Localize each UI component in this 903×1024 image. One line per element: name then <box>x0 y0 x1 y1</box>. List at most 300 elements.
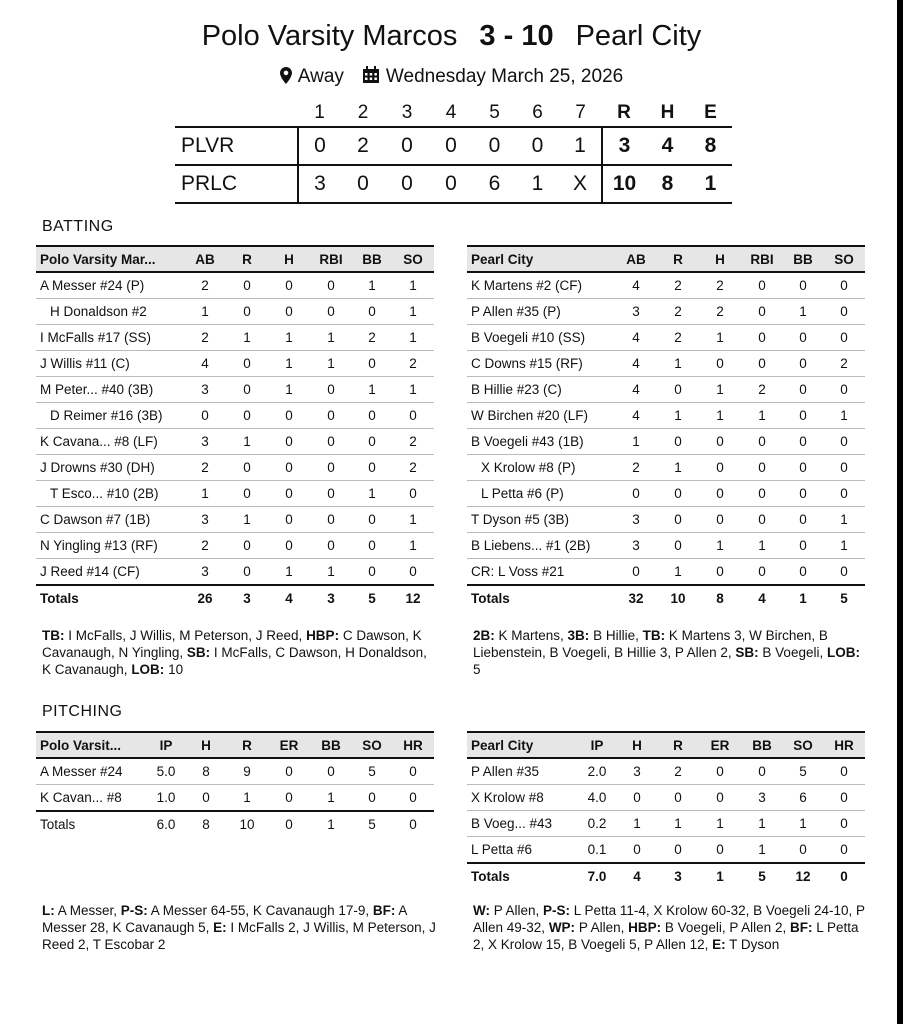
runs-total: 3 <box>602 127 646 165</box>
stat-value: 0 <box>741 507 783 533</box>
note-text: T Dyson <box>725 937 780 952</box>
total-value: 5 <box>741 863 783 889</box>
totals-row <box>467 863 865 889</box>
stat-value: 1 <box>741 403 783 429</box>
total-value: 4 <box>741 585 783 611</box>
stat-value: 1 <box>699 811 741 837</box>
stat-value: 1 <box>268 377 310 403</box>
stat-value: 0 <box>352 351 392 377</box>
note-label: LOB: <box>131 662 165 677</box>
stat-value: 6 <box>783 785 823 811</box>
stat-value: 0 <box>226 533 268 559</box>
note-label: BF: <box>372 903 396 918</box>
batter-row <box>467 507 865 533</box>
player-name: P Allen #35 <box>467 758 577 785</box>
inning-header: 4 <box>445 102 457 123</box>
stat-value: 2 <box>184 533 226 559</box>
player-name: B Hillie #23 (C) <box>467 377 615 403</box>
note-label: E: <box>213 920 227 935</box>
stat-value: 0 <box>226 481 268 507</box>
pitcher-row <box>467 811 865 837</box>
note-text: K Martens 3, W Birchen, B Liebenstein, B Voegeli, B Hillie 3, P Allen 2, <box>473 628 832 660</box>
pitcher-row <box>36 758 434 785</box>
player-name: K Martens #2 (CF) <box>467 272 615 299</box>
batter-row <box>467 533 865 559</box>
stat-column-header: R <box>226 246 268 272</box>
stat-column-header: R <box>657 246 699 272</box>
player-name: A Messer #24 <box>36 758 146 785</box>
player-name: L Petta #6 (P) <box>467 481 615 507</box>
stat-column-header: ER <box>268 732 310 758</box>
stat-value: 1 <box>352 481 392 507</box>
stat-value: 0 <box>783 403 823 429</box>
team-column-header: Pearl City <box>467 732 577 758</box>
stat-value: 0 <box>699 559 741 586</box>
batter-row <box>467 299 865 325</box>
total-value: 5 <box>352 585 392 611</box>
player-name: I McFalls #17 (SS) <box>36 325 184 351</box>
total-value: 1 <box>310 811 352 837</box>
total-value: 0 <box>823 863 865 889</box>
linescore-header <box>175 100 732 127</box>
stat-value: 0 <box>741 325 783 351</box>
stat-value: 1 <box>657 455 699 481</box>
batter-row <box>36 403 434 429</box>
stat-value: 3 <box>184 429 226 455</box>
inning-score: 1 <box>531 172 544 195</box>
stat-value: 0.2 <box>577 811 617 837</box>
player-name: M Peter... #40 (3B) <box>36 377 184 403</box>
stat-value: 1 <box>699 403 741 429</box>
pitcher-row <box>467 758 865 785</box>
stat-value: 1 <box>657 559 699 586</box>
stat-value: 0.1 <box>577 837 617 864</box>
total-value: 4 <box>268 585 310 611</box>
stat-value: 2 <box>699 272 741 299</box>
note-label: P-S: <box>543 903 571 918</box>
inning-header: 3 <box>401 102 413 123</box>
totals-row <box>36 811 434 837</box>
stat-value: 0 <box>823 455 865 481</box>
player-name: L Petta #6 <box>467 837 577 864</box>
stat-value: 1 <box>657 811 699 837</box>
player-name: B Voeg... #43 <box>467 811 577 837</box>
stat-value: 1 <box>268 325 310 351</box>
player-name: T Dyson #5 (3B) <box>467 507 615 533</box>
player-name: B Voegeli #43 (1B) <box>467 429 615 455</box>
stat-column-header: H <box>699 246 741 272</box>
home-batting-table <box>467 245 865 611</box>
stat-value: 2 <box>657 299 699 325</box>
stat-value: 0 <box>226 559 268 586</box>
total-value: 10 <box>657 585 699 611</box>
batter-row <box>36 377 434 403</box>
away-batting-notes <box>42 627 434 678</box>
stat-value: 0 <box>657 837 699 864</box>
note-text: A Messer, <box>54 903 121 918</box>
stat-value: 2 <box>657 758 699 785</box>
stat-value: 1 <box>392 325 434 351</box>
stat-value: 2 <box>392 351 434 377</box>
stat-value: 4 <box>615 351 657 377</box>
stat-value: 3 <box>615 299 657 325</box>
total-value: 5 <box>823 585 865 611</box>
stat-value: 1 <box>657 403 699 429</box>
batter-row <box>36 533 434 559</box>
player-name: A Messer #24 (P) <box>36 272 184 299</box>
total-value: 26 <box>184 585 226 611</box>
stat-value: 0 <box>823 272 865 299</box>
batter-row <box>36 429 434 455</box>
stat-column-header: SO <box>783 732 823 758</box>
stat-value: 0 <box>823 377 865 403</box>
total-value: 4 <box>617 863 657 889</box>
stat-value: 3 <box>741 785 783 811</box>
stat-value: 0 <box>657 507 699 533</box>
note-label: 3B: <box>567 628 590 643</box>
stat-value: 0 <box>823 837 865 864</box>
pitcher-row <box>36 785 434 812</box>
stat-value: 0 <box>823 811 865 837</box>
player-name: P Allen #35 (P) <box>467 299 615 325</box>
inning-score: 0 <box>401 172 413 195</box>
stat-value: 0 <box>268 481 310 507</box>
stat-column-header: BB <box>783 246 823 272</box>
total-value: 8 <box>699 585 741 611</box>
stat-value: 0 <box>268 403 310 429</box>
stat-value: 0 <box>699 758 741 785</box>
stat-value: 4 <box>615 377 657 403</box>
stat-value: 1 <box>741 837 783 864</box>
calendar-icon <box>362 66 380 90</box>
stat-value: 0 <box>783 559 823 586</box>
final-score: 3 - 10 <box>479 20 554 52</box>
batting-header-row <box>467 246 865 272</box>
stat-value: 0 <box>783 837 823 864</box>
stat-value: 1 <box>268 559 310 586</box>
player-name: C Downs #15 (RF) <box>467 351 615 377</box>
stat-value: 1 <box>268 351 310 377</box>
stat-value: 1 <box>392 272 434 299</box>
batter-row <box>467 403 865 429</box>
stat-value: 0 <box>617 785 657 811</box>
total-value: 32 <box>615 585 657 611</box>
note-text: L Petta 11-4, X Krolow 60-32, B Voegeli 24-10, P Allen 49-32, <box>473 903 868 935</box>
stat-value: 0 <box>783 325 823 351</box>
stat-value: 0 <box>392 758 434 785</box>
player-name: N Yingling #13 (RF) <box>36 533 184 559</box>
stat-value: 0 <box>823 559 865 586</box>
batter-row <box>467 481 865 507</box>
stat-value: 2 <box>184 455 226 481</box>
note-label: SB: <box>735 645 759 660</box>
batter-row <box>36 351 434 377</box>
stat-value: 0 <box>226 272 268 299</box>
stat-value: 0 <box>310 533 352 559</box>
stat-value: 0 <box>310 403 352 429</box>
note-text: 5 <box>473 645 864 677</box>
pitching-header-row <box>36 732 434 758</box>
stat-value: 1 <box>392 299 434 325</box>
note-text: K Martens, <box>494 628 568 643</box>
inning-score: 0 <box>401 134 413 157</box>
home-pitching-notes <box>473 902 871 953</box>
stat-value: 1 <box>392 507 434 533</box>
stat-value: 0 <box>823 758 865 785</box>
total-value: 1 <box>783 585 823 611</box>
note-label: TB: <box>642 628 666 643</box>
player-name: B Voegeli #10 (SS) <box>467 325 615 351</box>
stat-value: 0 <box>699 785 741 811</box>
stat-value: 5 <box>352 758 392 785</box>
stat-value: 2 <box>699 299 741 325</box>
note-label: WP: <box>548 920 576 935</box>
game-date: Wednesday March 25, 2026 <box>385 66 624 87</box>
stat-value: 0 <box>823 785 865 811</box>
stat-value: 3 <box>184 559 226 586</box>
stat-value: 5 <box>783 758 823 785</box>
note-label: W: <box>473 903 490 918</box>
stat-value: 1 <box>352 272 392 299</box>
stat-value: 1 <box>184 299 226 325</box>
total-value: 1 <box>699 863 741 889</box>
stat-value: 0 <box>392 403 434 429</box>
stat-value: 0 <box>783 481 823 507</box>
totals-label: Totals <box>467 863 577 889</box>
total-value: 7.0 <box>577 863 617 889</box>
stat-value: 4.0 <box>577 785 617 811</box>
stat-value: 1 <box>823 403 865 429</box>
player-name: CR: L Voss #21 <box>467 559 615 586</box>
stat-value: 2.0 <box>577 758 617 785</box>
player-name: B Liebens... #1 (2B) <box>467 533 615 559</box>
stat-value: 4 <box>615 325 657 351</box>
stat-value: 0 <box>392 785 434 812</box>
note-label: TB: <box>42 628 65 643</box>
stat-value: 1 <box>699 533 741 559</box>
stat-value: 0 <box>310 272 352 299</box>
stat-value: 2 <box>657 325 699 351</box>
stat-value: 0 <box>310 429 352 455</box>
inning-score: X <box>572 172 587 195</box>
player-name: T Esco... #10 (2B) <box>36 481 184 507</box>
batter-row <box>467 429 865 455</box>
stat-column-header: HR <box>823 732 865 758</box>
stat-value: 1 <box>226 325 268 351</box>
inning-header: 7 <box>575 102 586 123</box>
team-abbr: PRLC <box>181 172 238 195</box>
stat-value: 1 <box>617 811 657 837</box>
away-batting-table <box>36 245 434 611</box>
pitcher-row <box>467 837 865 864</box>
stat-value: 1 <box>352 377 392 403</box>
stat-value: 1 <box>226 429 268 455</box>
away-team-name: Polo Varsity Marcos <box>201 20 458 52</box>
stat-column-header: BB <box>352 246 392 272</box>
stat-value: 2 <box>615 455 657 481</box>
batter-row <box>36 299 434 325</box>
stat-column-header: ER <box>699 732 741 758</box>
stat-value: 1 <box>657 351 699 377</box>
stat-value: 2 <box>392 429 434 455</box>
stat-value: 1 <box>184 481 226 507</box>
player-name: X Krolow #8 <box>467 785 577 811</box>
note-label: E: <box>712 937 726 952</box>
stat-value: 0 <box>615 481 657 507</box>
note-text: A Messer 28, K Cavanaugh 5, <box>42 903 411 935</box>
stat-value: 0 <box>352 429 392 455</box>
linescore-row-home <box>175 165 732 203</box>
stat-value: 0 <box>268 272 310 299</box>
stat-value: 0 <box>699 429 741 455</box>
stat-value: 3 <box>184 507 226 533</box>
stat-value: 0 <box>699 481 741 507</box>
game-location: Away <box>297 66 344 87</box>
away-pitching-notes <box>42 902 438 953</box>
team-column-header: Pearl City <box>467 246 615 272</box>
batter-row <box>36 272 434 299</box>
stat-value: 0 <box>268 429 310 455</box>
stat-value: 2 <box>823 351 865 377</box>
stat-value: 0 <box>657 429 699 455</box>
stat-column-header: SO <box>352 732 392 758</box>
stat-value: 0 <box>783 272 823 299</box>
stat-value: 0 <box>783 377 823 403</box>
inning-score: 0 <box>298 127 341 165</box>
note-label: P-S: <box>120 903 148 918</box>
stat-value: 0 <box>741 299 783 325</box>
stat-value: 1 <box>783 811 823 837</box>
stat-value: 0 <box>310 507 352 533</box>
stat-value: 0 <box>310 377 352 403</box>
stat-value: 0 <box>783 351 823 377</box>
stat-value: 0 <box>741 272 783 299</box>
errors-total: 1 <box>704 172 717 195</box>
batter-row <box>36 325 434 351</box>
stat-value: 0 <box>741 429 783 455</box>
stat-value: 0 <box>392 559 434 586</box>
player-name: H Donaldson #2 <box>36 299 184 325</box>
stat-value: 2 <box>741 377 783 403</box>
stat-value: 1 <box>310 559 352 586</box>
stat-value: 0 <box>352 533 392 559</box>
stat-value: 0 <box>741 481 783 507</box>
note-text: I McFalls, C Dawson, H Donaldson, K Cavanaugh, <box>42 645 431 677</box>
totals-row <box>36 585 434 611</box>
note-text: B Voegeli, P Allen 2, <box>661 920 790 935</box>
stat-column-header: H <box>186 732 226 758</box>
stat-value: 3 <box>615 533 657 559</box>
note-label: LOB: <box>826 645 860 660</box>
errors-header: E <box>704 102 717 123</box>
player-name: J Reed #14 (CF) <box>36 559 184 586</box>
batter-row <box>467 351 865 377</box>
inning-header: 5 <box>489 102 500 123</box>
stat-value: 1 <box>699 325 741 351</box>
stat-value: 0 <box>657 377 699 403</box>
stat-column-header: RBI <box>741 246 783 272</box>
note-text: I McFalls, J Willis, M Peterson, J Reed, <box>64 628 307 643</box>
hits-total: 4 <box>661 134 674 157</box>
stat-value: 0 <box>657 785 699 811</box>
stat-value: 0 <box>699 837 741 864</box>
pitcher-row <box>467 785 865 811</box>
inning-header: 1 <box>314 102 325 123</box>
home-pitching-table <box>467 731 865 889</box>
home-batting-notes <box>473 627 871 678</box>
note-label: 2B: <box>473 628 495 643</box>
stat-value: 0 <box>741 758 783 785</box>
batter-row <box>36 481 434 507</box>
runs-total: 10 <box>602 165 646 203</box>
stat-value: 1 <box>615 429 657 455</box>
batting-header-row <box>36 246 434 272</box>
stat-value: 1 <box>226 785 268 812</box>
batter-row <box>467 377 865 403</box>
right-edge-bar <box>897 0 903 1024</box>
note-label: HBP: <box>306 628 340 643</box>
stat-column-header: HR <box>392 732 434 758</box>
totals-label: Totals <box>36 811 146 837</box>
stat-value: 0 <box>699 455 741 481</box>
inning-score: 0 <box>445 172 457 195</box>
stat-column-header: AB <box>184 246 226 272</box>
player-name: J Drowns #30 (DH) <box>36 455 184 481</box>
batter-row <box>467 325 865 351</box>
note-text: L Petta 2, X Krolow 15, B Voegeli 5, P Allen 12, <box>473 920 863 952</box>
stat-value: 1 <box>741 533 783 559</box>
pitching-section-title: PITCHING <box>42 703 123 720</box>
batter-row <box>36 559 434 586</box>
stat-column-header: R <box>226 732 268 758</box>
stat-value: 0 <box>392 481 434 507</box>
stat-value: 2 <box>352 325 392 351</box>
player-name: J Willis #11 (C) <box>36 351 184 377</box>
stat-value: 0 <box>268 758 310 785</box>
stat-value: 0 <box>310 455 352 481</box>
totals-label: Totals <box>36 585 184 611</box>
team-column-header: Polo Varsit... <box>36 732 146 758</box>
batter-row <box>467 559 865 586</box>
stat-value: 0 <box>699 351 741 377</box>
stat-column-header: H <box>617 732 657 758</box>
note-text: 10 <box>164 662 184 677</box>
home-team-name: Pearl City <box>575 20 702 52</box>
stat-value: 0 <box>617 837 657 864</box>
stat-value: 0 <box>823 429 865 455</box>
stat-value: 0 <box>823 299 865 325</box>
stat-value: 1 <box>741 811 783 837</box>
player-name: K Cavana... #8 (LF) <box>36 429 184 455</box>
stat-value: 0 <box>268 507 310 533</box>
stat-value: 0 <box>352 785 392 812</box>
stat-value: 4 <box>184 351 226 377</box>
stat-value: 0 <box>783 455 823 481</box>
stat-value: 3 <box>184 377 226 403</box>
linescore-table <box>175 100 732 204</box>
stat-value: 1 <box>310 351 352 377</box>
total-value: 8 <box>186 811 226 837</box>
total-value: 3 <box>226 585 268 611</box>
game-title <box>0 20 903 53</box>
inning-score: 0 <box>531 134 544 157</box>
errors-total: 8 <box>704 134 717 157</box>
total-value: 6.0 <box>146 811 186 837</box>
note-label: L: <box>42 903 55 918</box>
stat-value: 0 <box>783 533 823 559</box>
player-name: K Cavan... #8 <box>36 785 146 812</box>
stat-value: 3 <box>615 507 657 533</box>
